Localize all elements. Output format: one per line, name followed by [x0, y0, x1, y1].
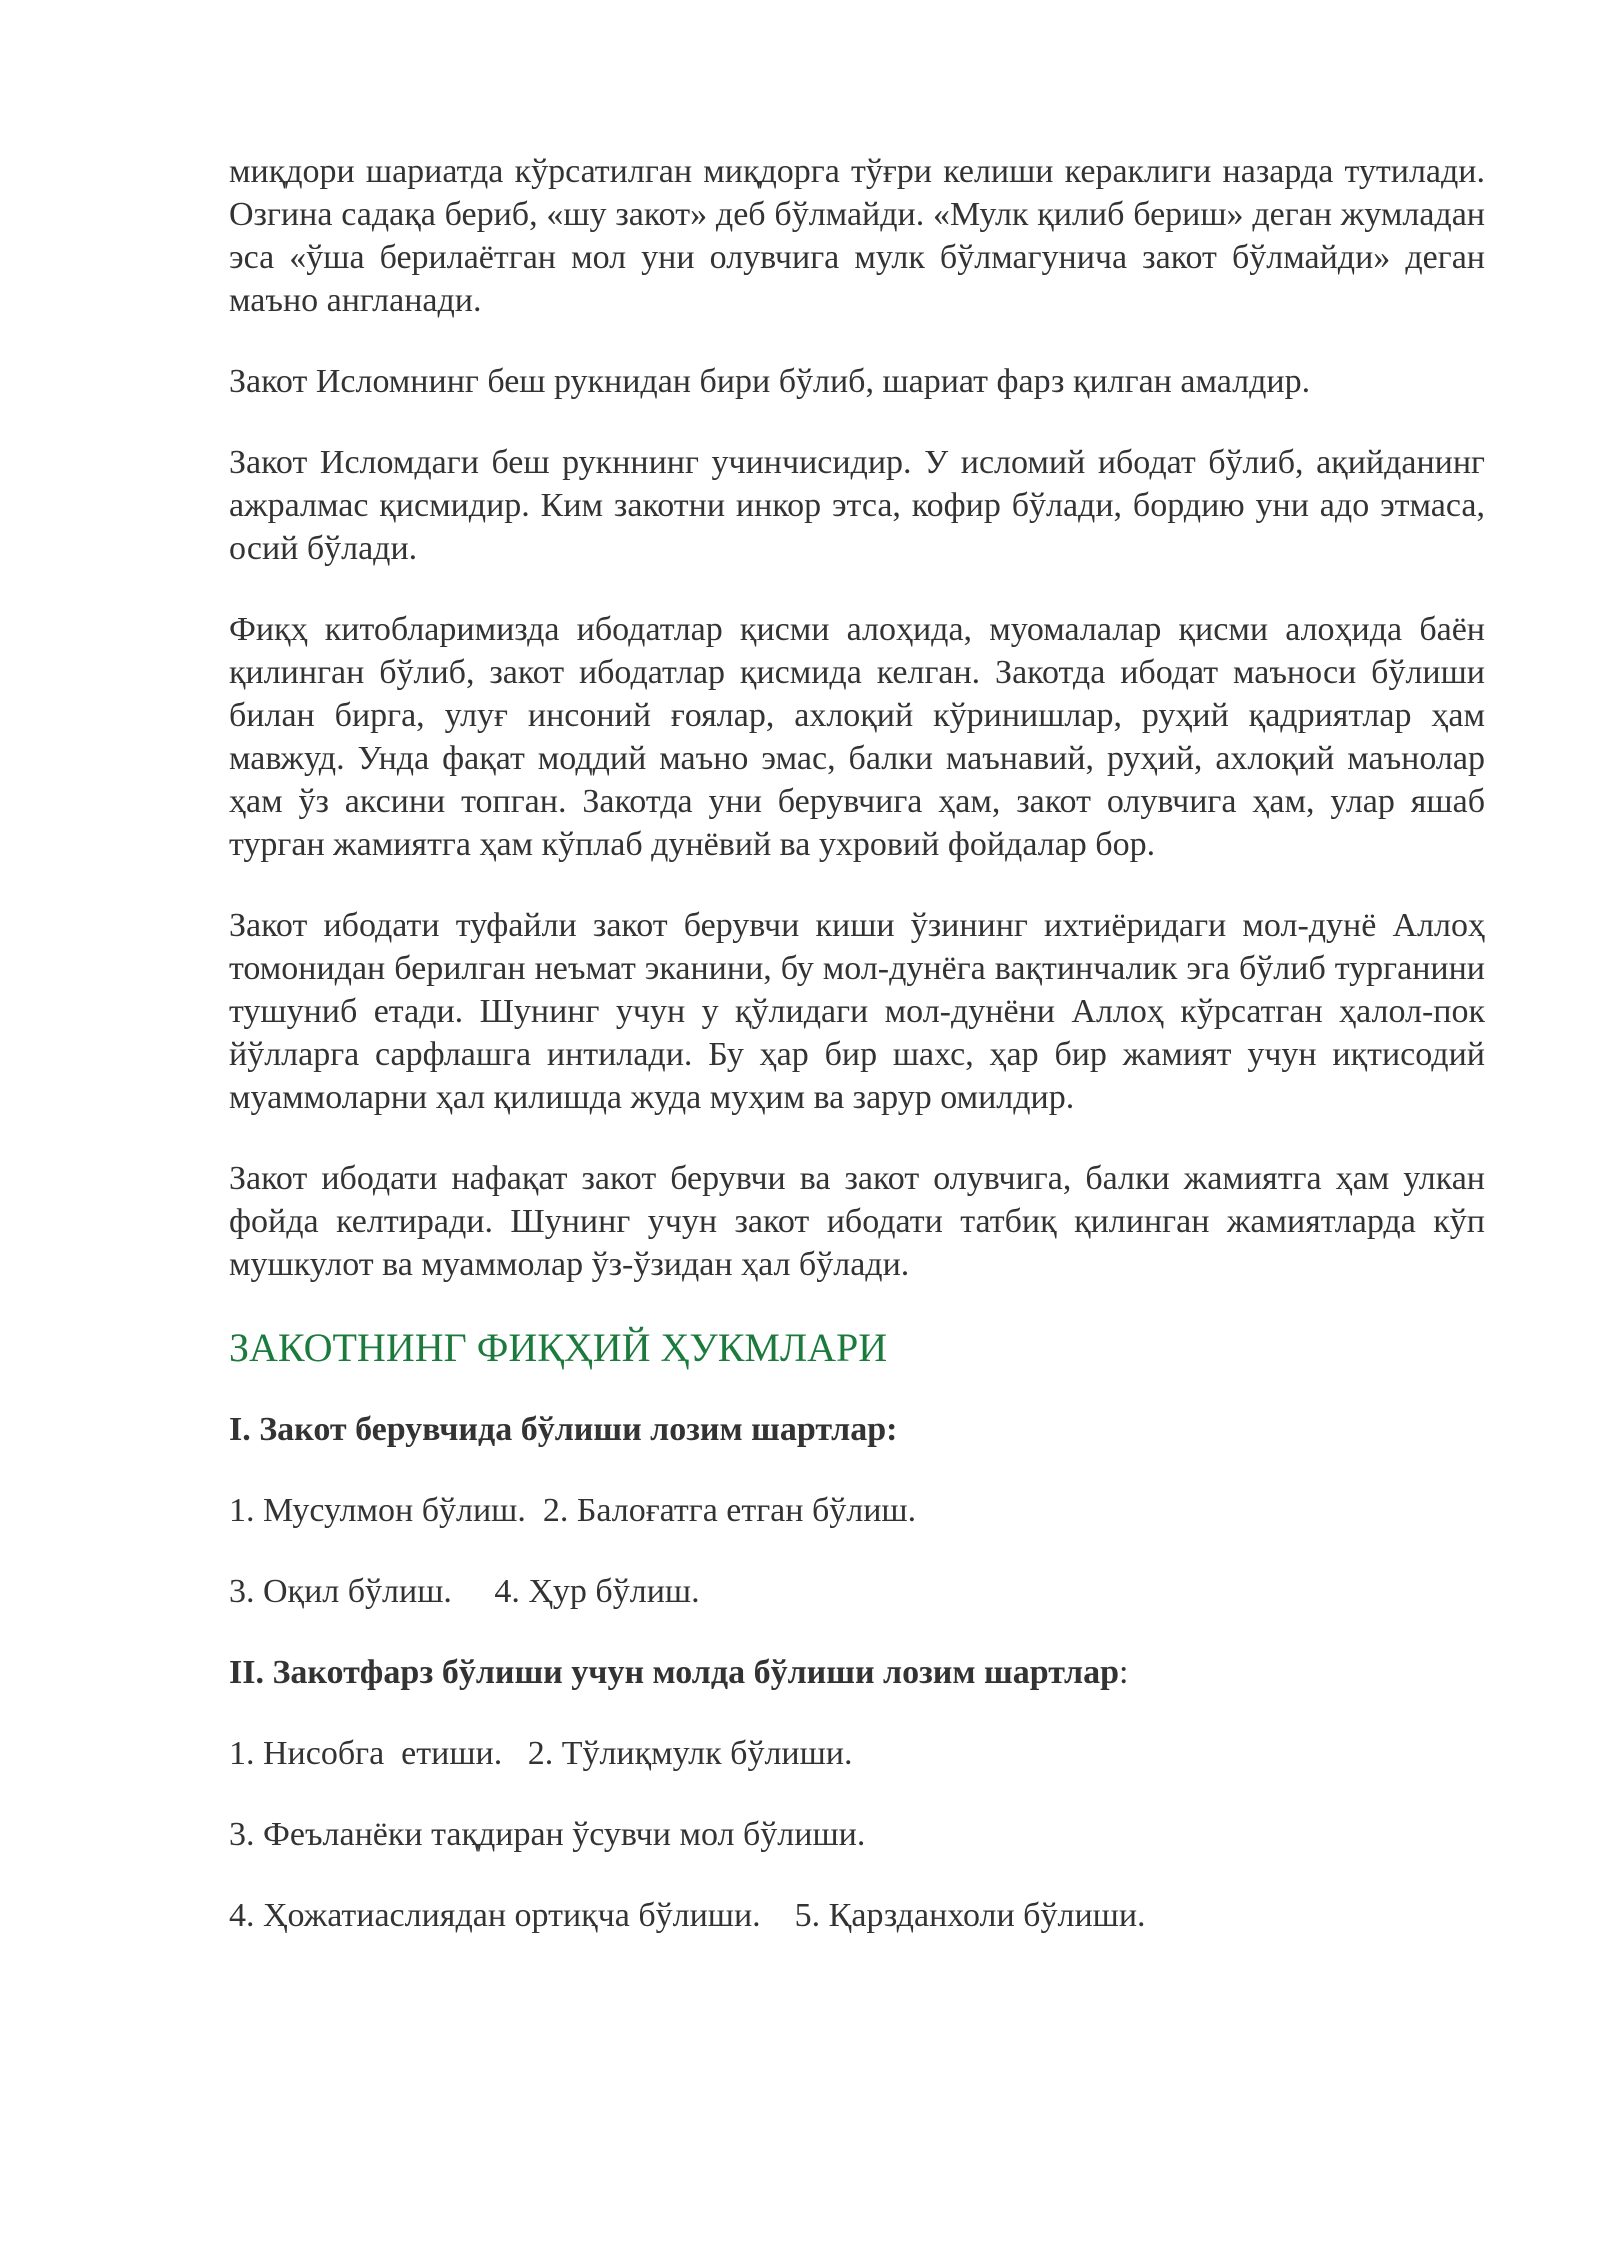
giver-conditions-title: I. Закот берувчида бўлиши лозим шартлар: [229, 1411, 898, 1448]
property-conditions-title-colon: : [1119, 1654, 1129, 1691]
property-conditions-line: 4. Ҳожатиаслиядан ортиқча бўлиши. 5. Қарзданхоли бўлиши. [229, 1897, 1146, 1934]
giver-conditions-line: 1. Мусулмон бўлиш. 2. Балоғатга етган бўлиш. [229, 1492, 917, 1529]
property-conditions-line: 1. Нисобга етиши. 2. Тўлиқмулк бўлиши. [229, 1735, 853, 1772]
property-conditions-line: 3. Феъланёки тақдиран ўсувчи мол бўлиши. [229, 1816, 866, 1853]
giver-conditions-line: 3. Оқил бўлиш. 4. Ҳур бўлиш. [229, 1573, 700, 1610]
paragraph: Закот ибодати туфайли закот берувчи киши ўзининг ихтиёридаги мол-дунё Аллоҳ томонидан берилган неъмат эканини, бу мол-дунёга вақтинчалик эга бўлиб турганини тушуниб етади. Шунинг учун у қўлидаги мол-дунёни Аллоҳ кўрсатган ҳалол-пок йўлларга сарфлашга интилади. Бу ҳар бир шахс, ҳар бир жамият учун иқтисодий муаммоларни ҳал қилишда жуда муҳим ва зарур омилдир. [229, 907, 1485, 1116]
property-conditions-title-text: II. Закотфарз бўлиши учун молда бўлиши лозим шартлар [229, 1654, 1120, 1691]
paragraph: Закот Исломнинг беш рукнидан бири бўлиб, шариат фарз қилган амалдир. [229, 363, 1311, 400]
page-content [229, 150, 1485, 1975]
section-heading: ЗАКОТНИНГ ФИҚҲИЙ ҲУКМЛАРИ [229, 1325, 888, 1370]
paragraph: Закот Исломдаги беш рукннинг учинчисидир. У исломий ибодат бўлиб, ақийданинг ажралмас қисмидир. Ким закотни инкор этса, кофир бўлади, бордию уни адо этмаса, осий бўлади. [229, 444, 1485, 567]
paragraph: Фиқҳ китобларимизда ибодатлар қисми алоҳида, муомалалар қисми алоҳида баён қилинган бўлиб, закот ибодатлар қисмида келган. Закотда ибодат маъноси бўлиши билан бирга, улуғ инсоний ғоялар, ахлоқий кўринишлар, руҳий қадриятлар ҳам мавжуд. Унда фақат моддий маъно эмас, балки маънавий, руҳий, ахлоқий маънолар ҳам ўз аксини топган. Закотда уни берувчига ҳам, закот олувчига ҳам, улар яшаб турган жамиятга ҳам кўплаб дунёвий ва ухровий фойдалар бор. [229, 611, 1485, 863]
paragraph: Закот ибодати нафақат закот берувчи ва закот олувчига, балки жамиятга ҳам улкан фойда келтиради. Шунинг учун закот ибодати татбиқ қилинган жамиятларда кўп мушкулот ва муаммолар ўз-ўзидан ҳал бўлади. [229, 1160, 1485, 1283]
paragraph: миқдори шариатда кўрсатилган миқдорга тўғри келиши кераклиги назарда тутилади. Озгина садақа бериб, «шу закот» деб бўлмайди. «Мулк қилиб бериш» деган жумладан эса «ўша берилаётган мол уни олувчига мулк бўлмагунича закот бўлмайди» деган маъно англанади. [229, 153, 1485, 319]
property-conditions-title [229, 1651, 1485, 1694]
